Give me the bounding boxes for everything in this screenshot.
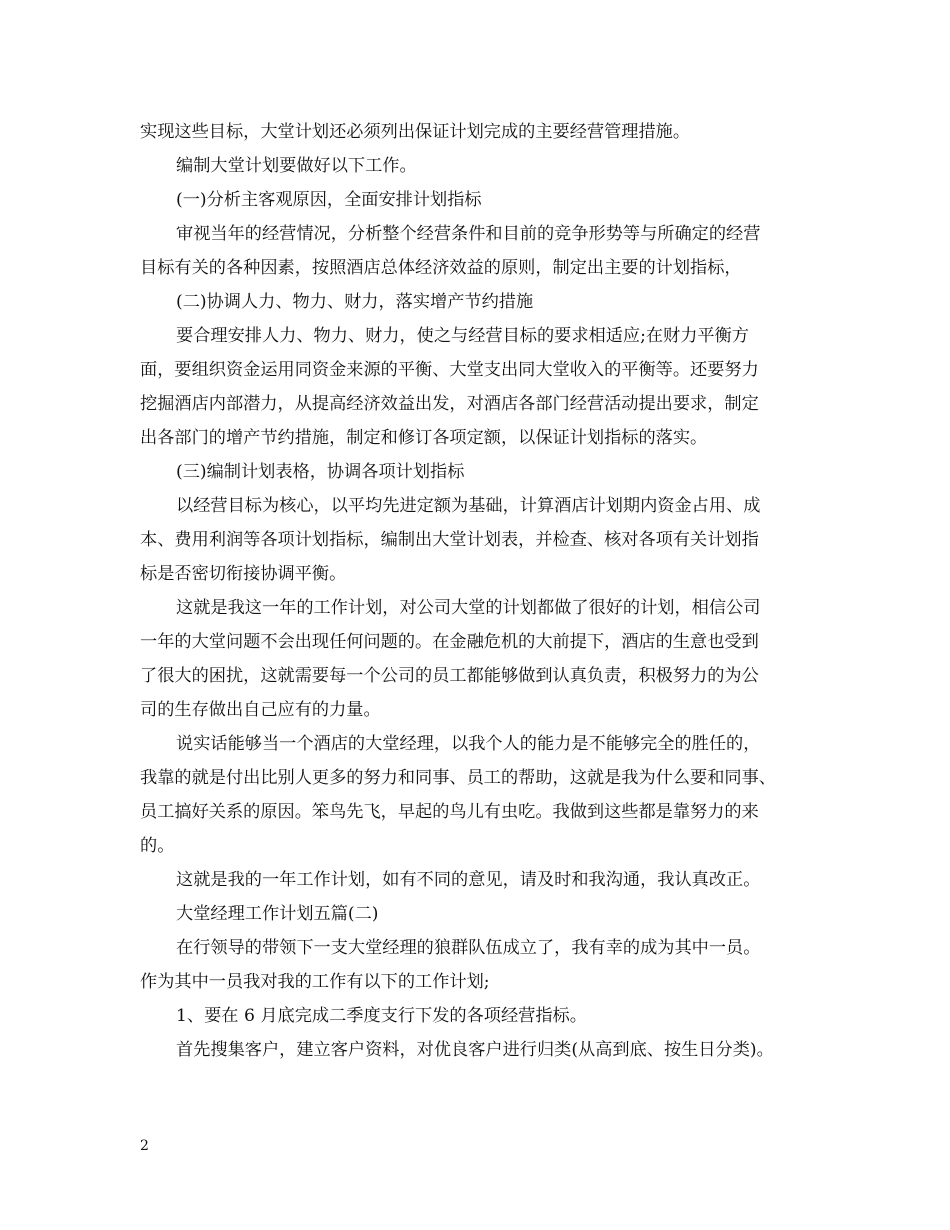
text-line: 出各部门的增产节约措施，制定和修订各项定额，以保证计划指标的落实。 xyxy=(140,428,708,448)
text-line: 的。 xyxy=(140,836,175,856)
article-title: 大堂经理工作计划五篇(二) xyxy=(176,904,379,924)
section-heading: (一)分析主客观原因，全面安排计划指标 xyxy=(176,190,482,210)
document-body xyxy=(140,115,816,1067)
text-line: 一年的大堂问题不会出现任何问题的。在金融危机的大前提下，酒店的生意也受到 xyxy=(140,632,759,652)
text-line: 在行领导的带领下一支大堂经理的狼群队伍成立了，我有幸的成为其中一员。 xyxy=(176,938,761,958)
text-line: 这就是我的一年工作计划，如有不同的意见，请及时和我沟通，我认真改正。 xyxy=(176,870,761,890)
page-number: 2 xyxy=(140,1138,149,1154)
section-heading: (二)协调人力、物力、财力，落实增产节约措施 xyxy=(176,292,534,312)
list-item: 1、要在 6 月底完成二季度支行下发的各项经营指标。 xyxy=(176,1006,587,1026)
text-line: 说实话能够当一个酒店的大堂经理，以我个人的能力是不能够完全的胜任的， xyxy=(176,734,761,754)
text-line: 面，要组织资金运用同资金来源的平衡、大堂支出同大堂收入的平衡等。还要努力 xyxy=(140,360,759,380)
text-line: 首先搜集客户，建立客户资料，对优良客户进行归类(从高到底、按生日分类)。 xyxy=(176,1040,774,1060)
text-line: 以经营目标为核心，以平均先进定额为基础，计算酒店计划期内资金占用、成 xyxy=(176,496,761,516)
text-line: 标是否密切衔接协调平衡。 xyxy=(140,564,347,584)
text-line: 编制大堂计划要做好以下工作。 xyxy=(176,156,417,176)
text-line: 司的生存做出自己应有的力量。 xyxy=(140,700,381,720)
text-line: 目标有关的各种因素，按照酒店总体经济效益的原则，制定出主要的计划指标， xyxy=(140,258,742,278)
section-heading: (三)编制计划表格，协调各项计划指标 xyxy=(176,462,465,482)
text-line: 本、费用利润等各项计划指标，编制出大堂计划表，并检查、核对各项有关计划指 xyxy=(140,530,759,550)
text-line: 我靠的就是付出比别人更多的努力和同事、员工的帮助，这就是我为什么要和同事、 xyxy=(140,768,776,788)
text-line: 作为其中一员我对我的工作有以下的工作计划; xyxy=(140,972,490,992)
text-line: 员工搞好关系的原因。笨鸟先飞，早起的鸟儿有虫吃。我做到这些都是靠努力的来 xyxy=(140,802,759,822)
text-line: 要合理安排人力、物力、财力，使之与经营目标的要求相适应;在财力平衡方 xyxy=(176,326,749,346)
text-line: 挖掘酒店内部潜力，从提高经济效益出发，对酒店各部门经营活动提出要求，制定 xyxy=(140,394,759,414)
text-line: 这就是我这一年的工作计划，对公司大堂的计划都做了很好的计划，相信公司 xyxy=(176,598,761,618)
text-line: 审视当年的经营情况，分析整个经营条件和目前的竞争形势等与所确定的经营 xyxy=(176,224,761,244)
text-line: 实现这些目标，大堂计划还必须列出保证计划完成的主要经营管理措施。 xyxy=(140,122,691,142)
text-line: 了很大的困扰，这就需要每一个公司的员工都能够做到认真负责，积极努力的为公 xyxy=(140,666,759,686)
